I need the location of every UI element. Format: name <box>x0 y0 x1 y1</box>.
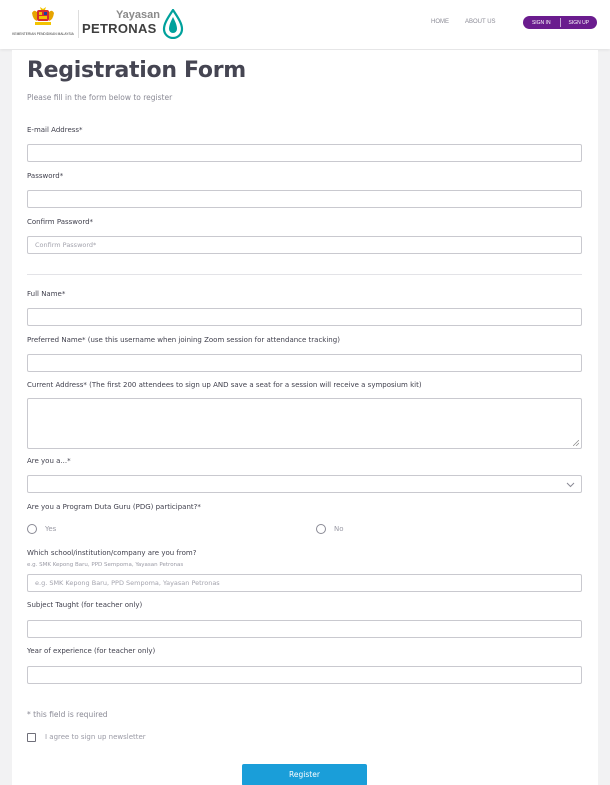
auth-buttons <box>523 16 597 29</box>
subject-label: Subject Taught (for teacher only) <box>27 601 143 609</box>
experience-label: Year of experience (for teacher only) <box>27 647 156 655</box>
malaysia-crest-icon <box>31 7 55 29</box>
page-subtitle: Please fill in the form below to register <box>27 93 173 102</box>
subject-field[interactable] <box>27 620 582 638</box>
yayasan-petronas-logo[interactable] <box>82 9 184 39</box>
school-label: Which school/institution/company are you from? <box>27 549 197 557</box>
email-label: E-mail Address* <box>27 126 83 134</box>
email-field[interactable] <box>27 144 582 162</box>
nav-home-link[interactable]: HOME <box>431 19 449 25</box>
brand-top-text: Yayasan <box>115 9 160 21</box>
preferred-name-label: Preferred Name* (use this username when joining Zoom session for attendance tracking) <box>27 336 340 344</box>
confirm-password-field[interactable] <box>27 236 582 254</box>
section-divider <box>27 274 582 275</box>
petronas-drop-icon <box>162 9 184 39</box>
full-name-field[interactable] <box>27 308 582 326</box>
required-note: * this field is required <box>27 710 108 719</box>
logo-divider <box>78 10 79 38</box>
nav-about-link[interactable]: ABOUT US <box>465 19 496 25</box>
register-button[interactable]: Register <box>242 764 367 785</box>
school-hint: e.g. SMK Kepong Baru, PPD Sempoma, Yayasan Petronas <box>27 562 184 568</box>
address-label: Current Address* (The first 200 attendees to sign up AND save a seat for a session will receive a symposium kit) <box>27 381 422 389</box>
confirm-password-label: Confirm Password* <box>27 218 94 226</box>
resize-grip-icon[interactable] <box>573 440 579 446</box>
kpm-logo[interactable] <box>12 7 74 37</box>
pdg-label: Are you a Program Duta Guru (PDG) participant?* <box>27 503 201 511</box>
password-field[interactable] <box>27 190 582 208</box>
password-label: Password* <box>27 172 64 180</box>
preferred-name-field[interactable] <box>27 354 582 372</box>
pdg-yes-label: Yes <box>45 525 57 533</box>
kpm-logo-text: KEMENTERIAN PENDIDIKAN MALAYSIA <box>12 32 74 36</box>
pdg-yes-radio[interactable] <box>27 524 37 534</box>
chevron-down-icon <box>566 480 575 489</box>
school-field[interactable] <box>27 574 582 592</box>
sign-up-button[interactable]: SIGN UP <box>568 19 590 26</box>
brand-bottom-text: PETRONAS <box>82 21 157 36</box>
pdg-no-label: No <box>334 525 344 533</box>
pdg-no-radio[interactable] <box>316 524 326 534</box>
full-name-label: Full Name* <box>27 290 66 298</box>
page-title: Registration Form <box>27 58 246 83</box>
role-label: Are you a...* <box>27 457 71 465</box>
newsletter-checkbox[interactable] <box>27 733 36 742</box>
experience-field[interactable] <box>27 666 582 684</box>
newsletter-label: I agree to sign up newsletter <box>45 733 146 741</box>
address-textarea[interactable] <box>27 398 582 449</box>
role-select[interactable] <box>27 475 582 493</box>
sign-in-button[interactable]: SIGN IN <box>531 19 551 26</box>
top-header <box>0 0 610 49</box>
